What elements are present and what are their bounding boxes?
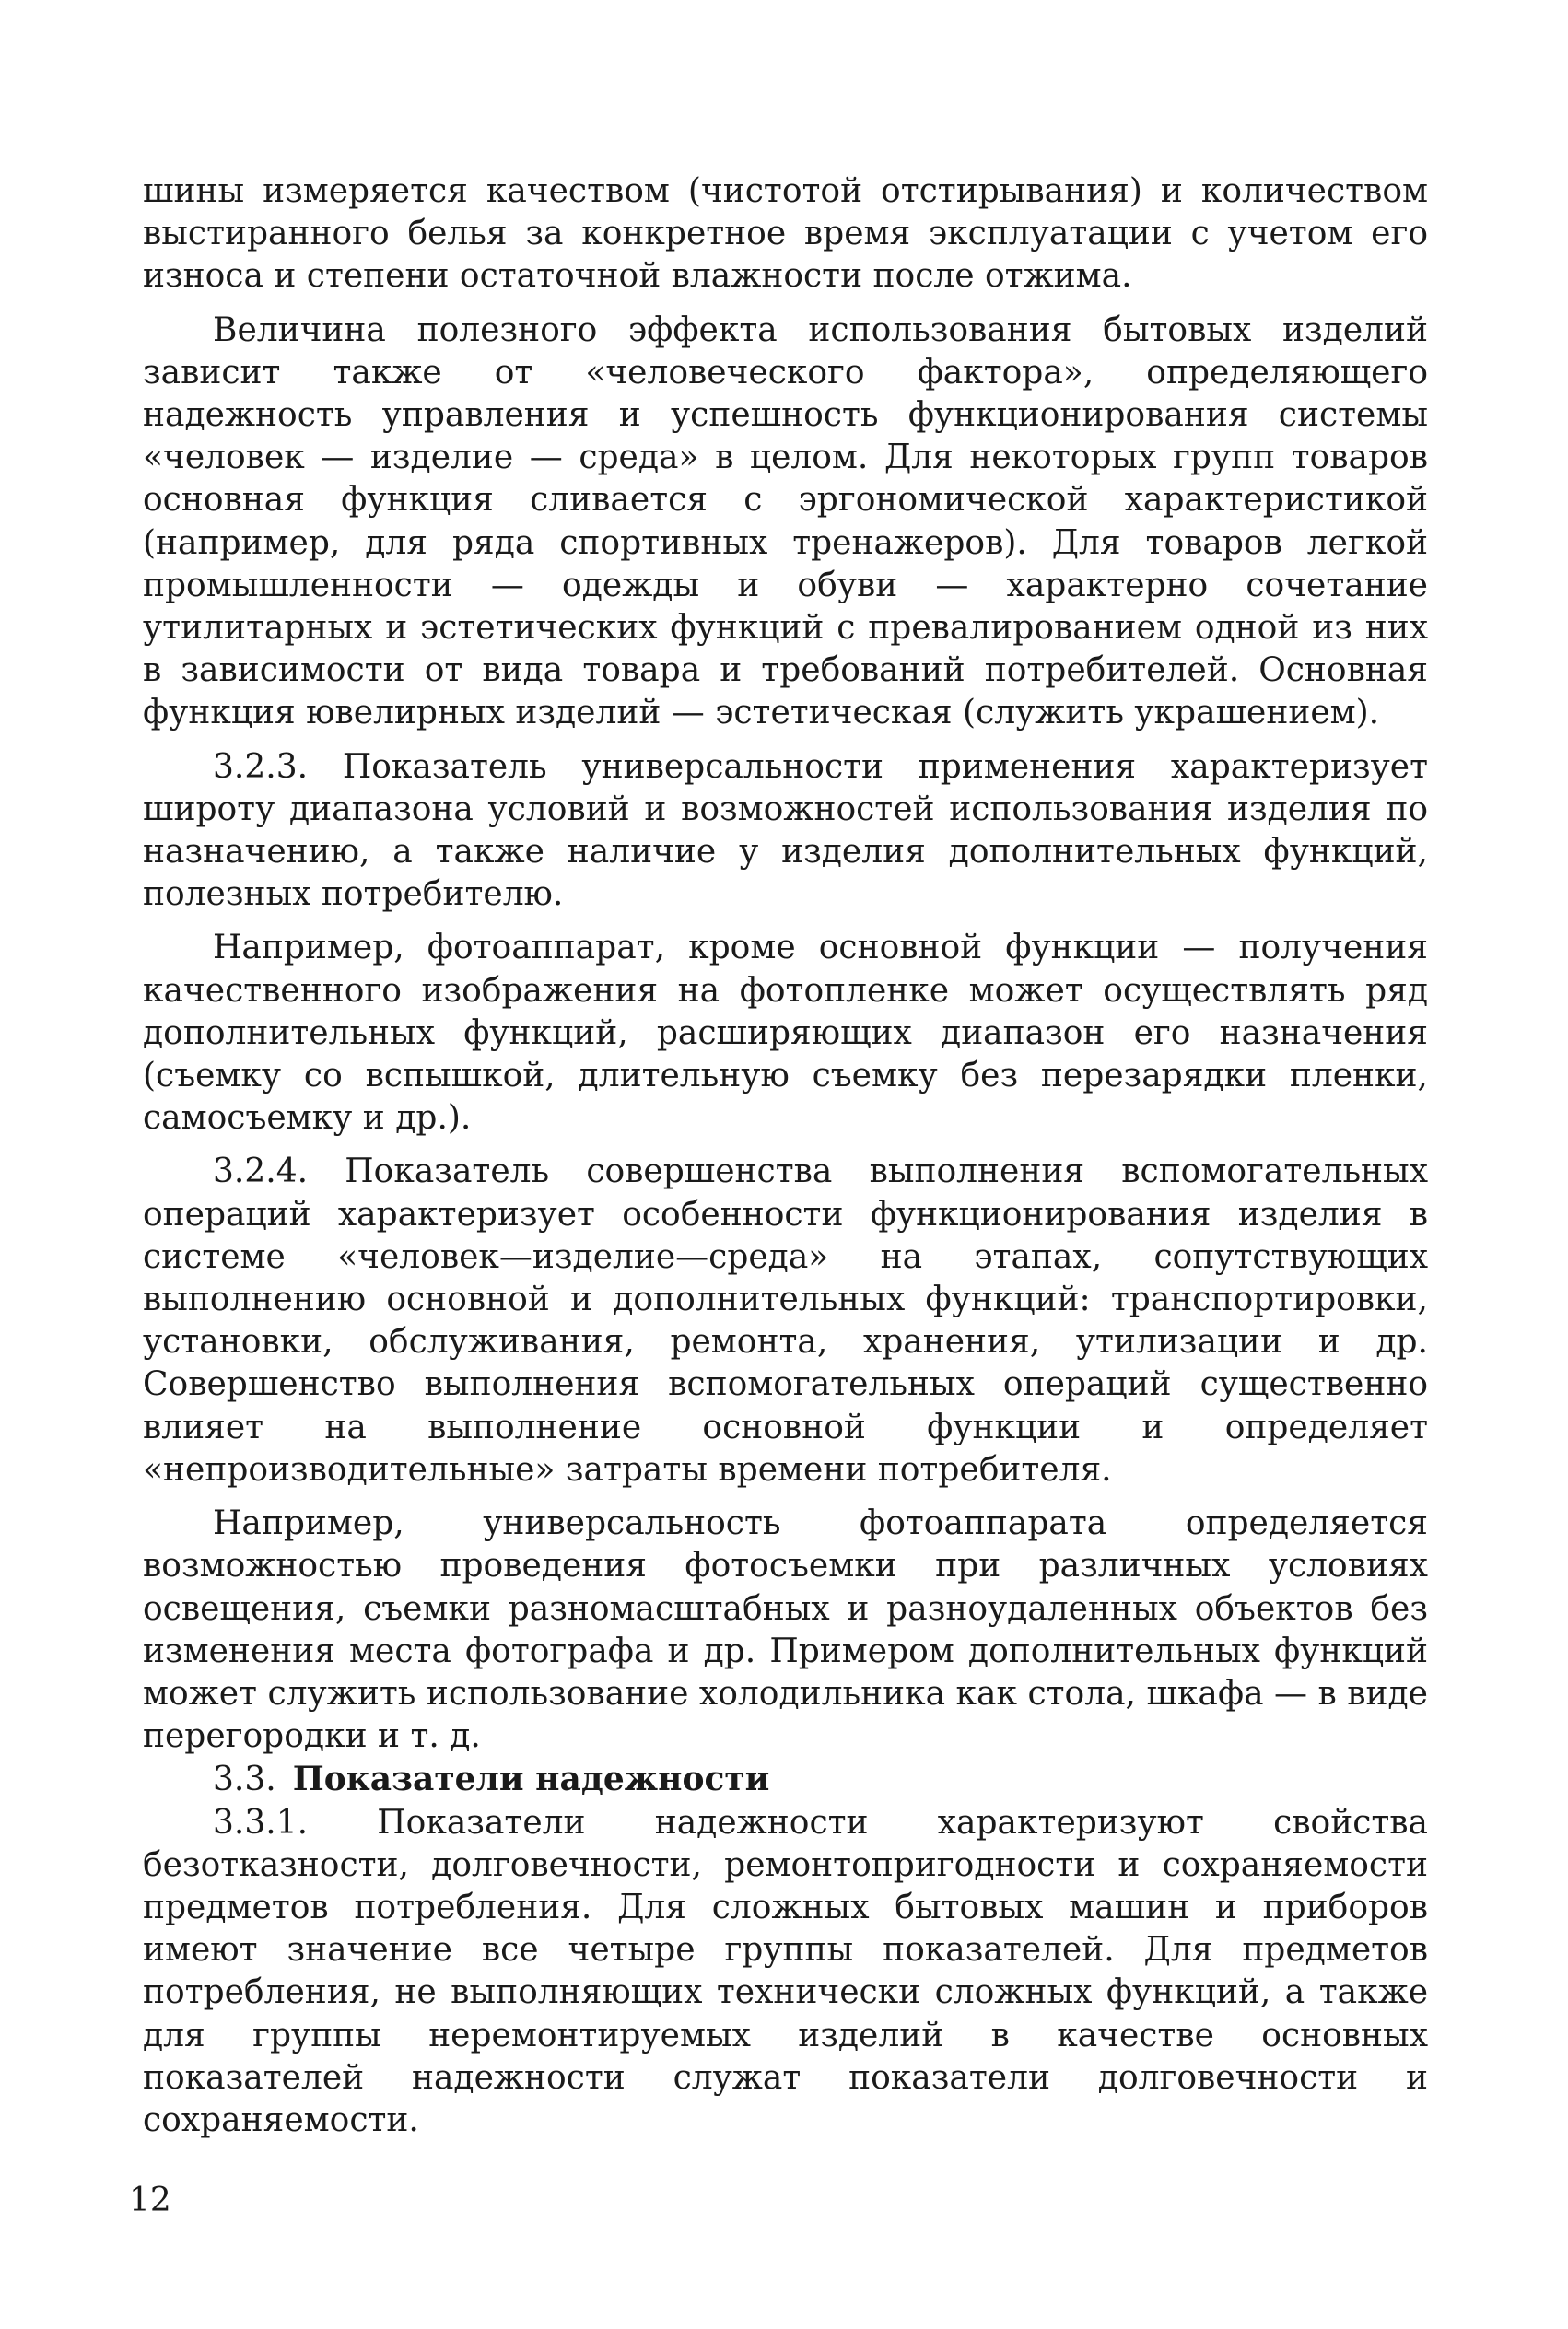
paragraph-camera-example: Например, фотоаппарат, кроме основной функции — получения качественного изображения на фотопленке может осуществлять ряд дополнительных функций, расширяющих диапазон его назначения (съемку со вспышкой, длительную съемку без перезарядки пленки, самосъемку и др.). (143, 929, 1428, 1138)
paragraph-3-3-1: 3.3.1. Показатели надежности характеризуют свойства безотказности, долговечности, ремонтопригодности и сохраняемости предметов потребления. Для сложных бытовых машин и приборов имеют значение все четыре группы показателей. Для предметов потребления, не выполняющих технически сложных функций, а также для группы неремонтируемых изделий в качестве основных показателей надежности служат показатели долговечности и сохраняемости. (143, 1803, 1428, 2139)
paragraph-human-factor: Величина полезного эффекта использования бытовых изделий зависит также от «человеческого фактора», определяющего надежность управления и успешность функционирования системы «человек — изделие — среда» в целом. Для некоторых групп товаров основная функция сливается с эргономической характеристикой (например, для ряда спортивных тренажеров). Для товаров легкой промышленности — одежды и обуви — характерно сочетание утилитарных и эстетических функций с превалированием одной из них в зависимости от вида товара и требований потребителей. Основная функция ювелирных изделий — эстетическая (служить украшением). (143, 310, 1428, 732)
section-title: Показатели надежности (292, 1760, 770, 1799)
paragraph-universality-example: Например, универсальность фотоаппарата определяется возможностью проведения фотосъемки при различных условиях освещения, съемки разномасштабных и разноудаленных объектов без изменения места фотографа и др. Примером дополнительных функций может служить использование холодильника как стола, шкафа — в виде перегородки и т. д. (143, 1504, 1428, 1756)
page-number: 12 (129, 2182, 171, 2219)
paragraph-continuation: шины измеряется качеством (чистотой отстирывания) и количеством выстиранного белья за конкретное время эксплуатации с учетом его износа и степени остаточной влажности после отжима. (143, 172, 1428, 296)
paragraph-3-2-4: 3.2.4. Показатель совершенства выполнения вспомогательных операций характеризует особенности функционирования изделия в системе «человек—изделие—среда» на этапах, сопутствующих выполнению основной и дополнительных функций: транспортировки, установки, обслуживания, ремонта, хранения, утилизации и др. Совершенство выполнения вспомогательных операций существенно влияет на выполнение основной функции и определяет «непроизводительные» затраты времени потребителя. (143, 1153, 1428, 1489)
section-number: 3.3. (213, 1761, 276, 1799)
section-heading (143, 1758, 1428, 1801)
page-body (143, 170, 1428, 2142)
paragraph-3-2-3: 3.2.3. Показатель универсальности применения характеризует широту диапазона условий и возможностей использования изделия по назначению, а также наличие у изделия дополнительных функций, полезных потребителю. (143, 747, 1428, 914)
